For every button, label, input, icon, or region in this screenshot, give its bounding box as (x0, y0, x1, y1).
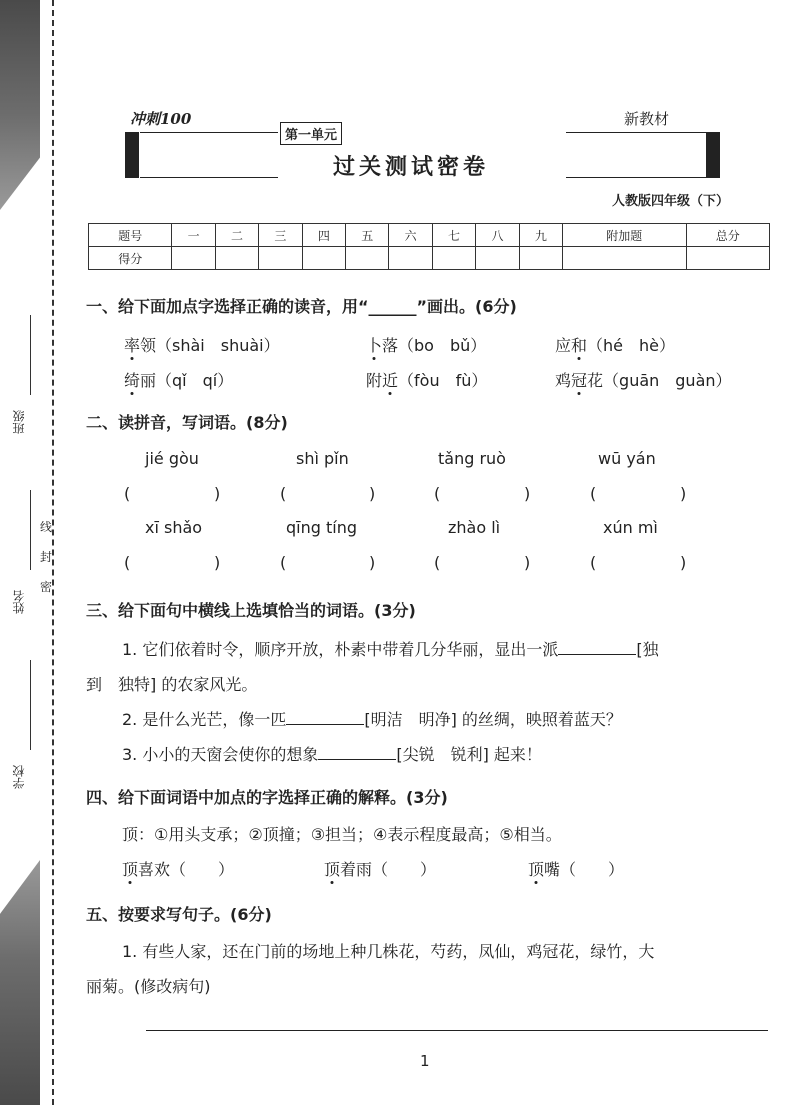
q2-answer-box-2-close: ) (369, 484, 376, 503)
q3-sentence-1-cont: 到 独特] 的农家风光。 (86, 675, 258, 694)
header-rule-right-top (566, 132, 706, 133)
page-title: 过关测试密卷 (333, 154, 490, 180)
q5-sentence-1-cont: 丽菊。(修改病句) (86, 977, 211, 996)
q3-sentence-1 (122, 637, 659, 660)
q2-answer-box-6-open[interactable]: ( (280, 553, 287, 572)
q2-pinyin-6: qīng tíng (286, 518, 357, 537)
unit-label: 第一单元 (280, 122, 342, 145)
name-label: 姓名 (12, 590, 26, 614)
score-header-cell: 二 (215, 224, 258, 247)
q1-item-6-pre: 鸡 (555, 371, 572, 390)
seal-char-3: 线 (40, 520, 53, 534)
score-cell[interactable] (259, 247, 302, 270)
q3-s3-text: 3. 小小的天窗会使你的想象 (122, 745, 319, 764)
q3-s3-rest: [尖锐 锐利] 起来！ (396, 745, 542, 764)
q5-sentence-1: 1. 有些人家，还在门前的场地上种几株花，芍药，凤仙，鸡冠花，绿竹，大 (122, 942, 655, 961)
q3-s2-blank[interactable] (286, 710, 364, 725)
score-cell[interactable] (215, 247, 258, 270)
header-rule-left-top (140, 132, 278, 133)
page-number: 1 (420, 1052, 430, 1070)
score-cell[interactable] (476, 247, 519, 270)
score-header-cell: 九 (519, 224, 562, 247)
binding-strip (0, 0, 42, 1105)
q4-word-2-text[interactable]: 着雨（ ） (340, 860, 437, 879)
q4-definitions: 顶：①用头支承；②顶撞；③担当；④表示程度最高；⑤相当。 (122, 825, 562, 844)
q3-s1-text: 1. 它们依着时令，顺序开放，朴素中带着几分华丽，显出一派 (122, 640, 559, 659)
q2-pinyin-1: jié gòu (145, 449, 199, 468)
header-bar-right (706, 132, 720, 178)
q2-answer-box-4-close: ) (680, 484, 687, 503)
seal-char-1: 密 (40, 580, 53, 594)
q4-title: 四、给下面词语中加点的字选择正确的解释。(3分) (86, 788, 448, 807)
score-cell[interactable] (302, 247, 345, 270)
q1-item-6-text: 花（guān guàn） (587, 371, 732, 390)
q2-pinyin-3: tǎng ruò (438, 449, 506, 468)
q2-pinyin-4: wū yán (598, 449, 656, 468)
binding-shade-bottom (0, 860, 40, 1105)
q2-pinyin-5: xī shǎo (145, 518, 203, 537)
q4-word-3-dot-char: 顶 (528, 860, 545, 879)
class-line (30, 315, 31, 395)
q1-item-3-text: （hé hè） (587, 336, 676, 355)
header-bar-left (125, 132, 139, 178)
q1-item-5-text: （fòu fù） (398, 371, 488, 390)
score-cell[interactable] (519, 247, 562, 270)
q1-item-3-pre: 应 (555, 336, 572, 355)
q4-word-1 (122, 857, 234, 880)
score-header-cell: 五 (346, 224, 389, 247)
q3-s2-text: 2. 是什么光芒，像一匹 (122, 710, 287, 729)
score-cell[interactable] (686, 247, 769, 270)
q2-title: 二、读拼音，写词语。(8分) (86, 413, 288, 432)
q2-answer-box-3-open[interactable]: ( (434, 484, 441, 503)
q1-item-4-text: 丽（qǐ qí） (140, 371, 234, 390)
q4-word-2 (324, 857, 436, 880)
q1-item-4 (124, 368, 233, 391)
q3-sentence-3 (122, 742, 542, 765)
score-cell[interactable] (432, 247, 475, 270)
q4-word-2-dot-char: 顶 (324, 860, 341, 879)
q2-pinyin-7: zhào lì (448, 518, 501, 537)
score-row-label: 得分 (89, 247, 172, 270)
q1-item-5 (366, 368, 487, 391)
school-line (30, 660, 31, 750)
score-cell[interactable] (563, 247, 686, 270)
score-table (88, 223, 770, 270)
q3-s1-blank[interactable] (558, 640, 636, 655)
q2-answer-box-2-open[interactable]: ( (280, 484, 287, 503)
q1-item-1-text: 领（shài shuài） (140, 336, 280, 355)
q4-word-3 (528, 857, 624, 880)
q3-s2-rest: [明洁 明净] 的丝绸，映照着蓝天？ (364, 710, 622, 729)
q2-answer-box-8-open[interactable]: ( (590, 553, 597, 572)
q1-item-5-pre: 附 (366, 371, 383, 390)
q4-word-1-dot-char: 顶 (122, 860, 139, 879)
q1-item-3-dot-char: 和 (571, 336, 588, 355)
score-header-cell: 附加题 (563, 224, 686, 247)
score-cell[interactable] (172, 247, 215, 270)
seal-char-2: 封 (40, 550, 53, 564)
q2-answer-box-8-close: ) (680, 553, 687, 572)
q1-item-4-dot-char: 绮 (124, 371, 141, 390)
q3-s3-blank[interactable] (318, 745, 396, 760)
q1-item-3 (555, 333, 675, 356)
score-cell[interactable] (346, 247, 389, 270)
score-header-cell: 一 (172, 224, 215, 247)
new-material-label: 新教材 (624, 110, 670, 128)
q2-pinyin-8: xún mì (603, 518, 658, 537)
q2-answer-box-3-close: ) (524, 484, 531, 503)
q2-answer-box-1-open[interactable]: ( (124, 484, 131, 503)
q2-answer-box-6-close: ) (369, 553, 376, 572)
score-header-cell: 四 (302, 224, 345, 247)
score-table-header-row (89, 224, 770, 247)
q5-answer-line[interactable] (146, 1030, 768, 1031)
brand-label: 冲刺100 (130, 110, 192, 128)
q1-item-2-text: 落（bo bǔ） (382, 336, 487, 355)
score-cell[interactable] (389, 247, 432, 270)
name-line (30, 490, 31, 570)
score-header-cell: 七 (432, 224, 475, 247)
q3-title: 三、给下面句中横线上选填恰当的词语。(3分) (86, 601, 416, 620)
score-table-score-row (89, 247, 770, 270)
q3-sentence-2 (122, 707, 622, 730)
q2-answer-box-1-close: ) (214, 484, 221, 503)
score-header-cell: 三 (259, 224, 302, 247)
q1-item-6-dot-char: 冠 (571, 371, 588, 390)
score-header-cell: 总分 (686, 224, 769, 247)
q1-item-5-dot-char: 近 (382, 371, 399, 390)
q2-answer-box-5-close: ) (214, 553, 221, 572)
q1-item-6 (555, 368, 732, 391)
score-header-cell: 题号 (89, 224, 172, 247)
class-label: 班级 (12, 410, 26, 434)
edition-label: 人教版四年级（下） (612, 194, 730, 209)
q1-item-2-dot-char: 卜 (366, 336, 383, 355)
q1-title: 一、给下面加点字选择正确的读音，用“______”画出。(6分) (86, 297, 517, 316)
q2-answer-box-4-open[interactable]: ( (590, 484, 597, 503)
q2-pinyin-2: shì pǐn (296, 449, 349, 468)
binding-shade-top (0, 0, 40, 210)
q2-answer-box-7-open[interactable]: ( (434, 553, 441, 572)
header-rule-left-bottom (140, 177, 278, 178)
q3-s1-option-start: [独 (636, 640, 659, 659)
school-label: 学校 (12, 765, 26, 789)
q1-item-1 (124, 333, 280, 356)
score-header-cell: 六 (389, 224, 432, 247)
header-rule-right-bottom (566, 177, 706, 178)
q1-item-2 (366, 333, 486, 356)
seal-dashed-line (52, 0, 54, 1105)
q5-title: 五、按要求写句子。(6分) (86, 905, 272, 924)
q1-item-1-dot-char: 率 (124, 336, 141, 355)
q4-word-3-text[interactable]: 嘴（ ） (544, 860, 625, 879)
score-header-cell: 八 (476, 224, 519, 247)
q2-answer-box-5-open[interactable]: ( (124, 553, 131, 572)
q2-answer-box-7-close: ) (524, 553, 531, 572)
q4-word-1-text[interactable]: 喜欢（ ） (138, 860, 235, 879)
